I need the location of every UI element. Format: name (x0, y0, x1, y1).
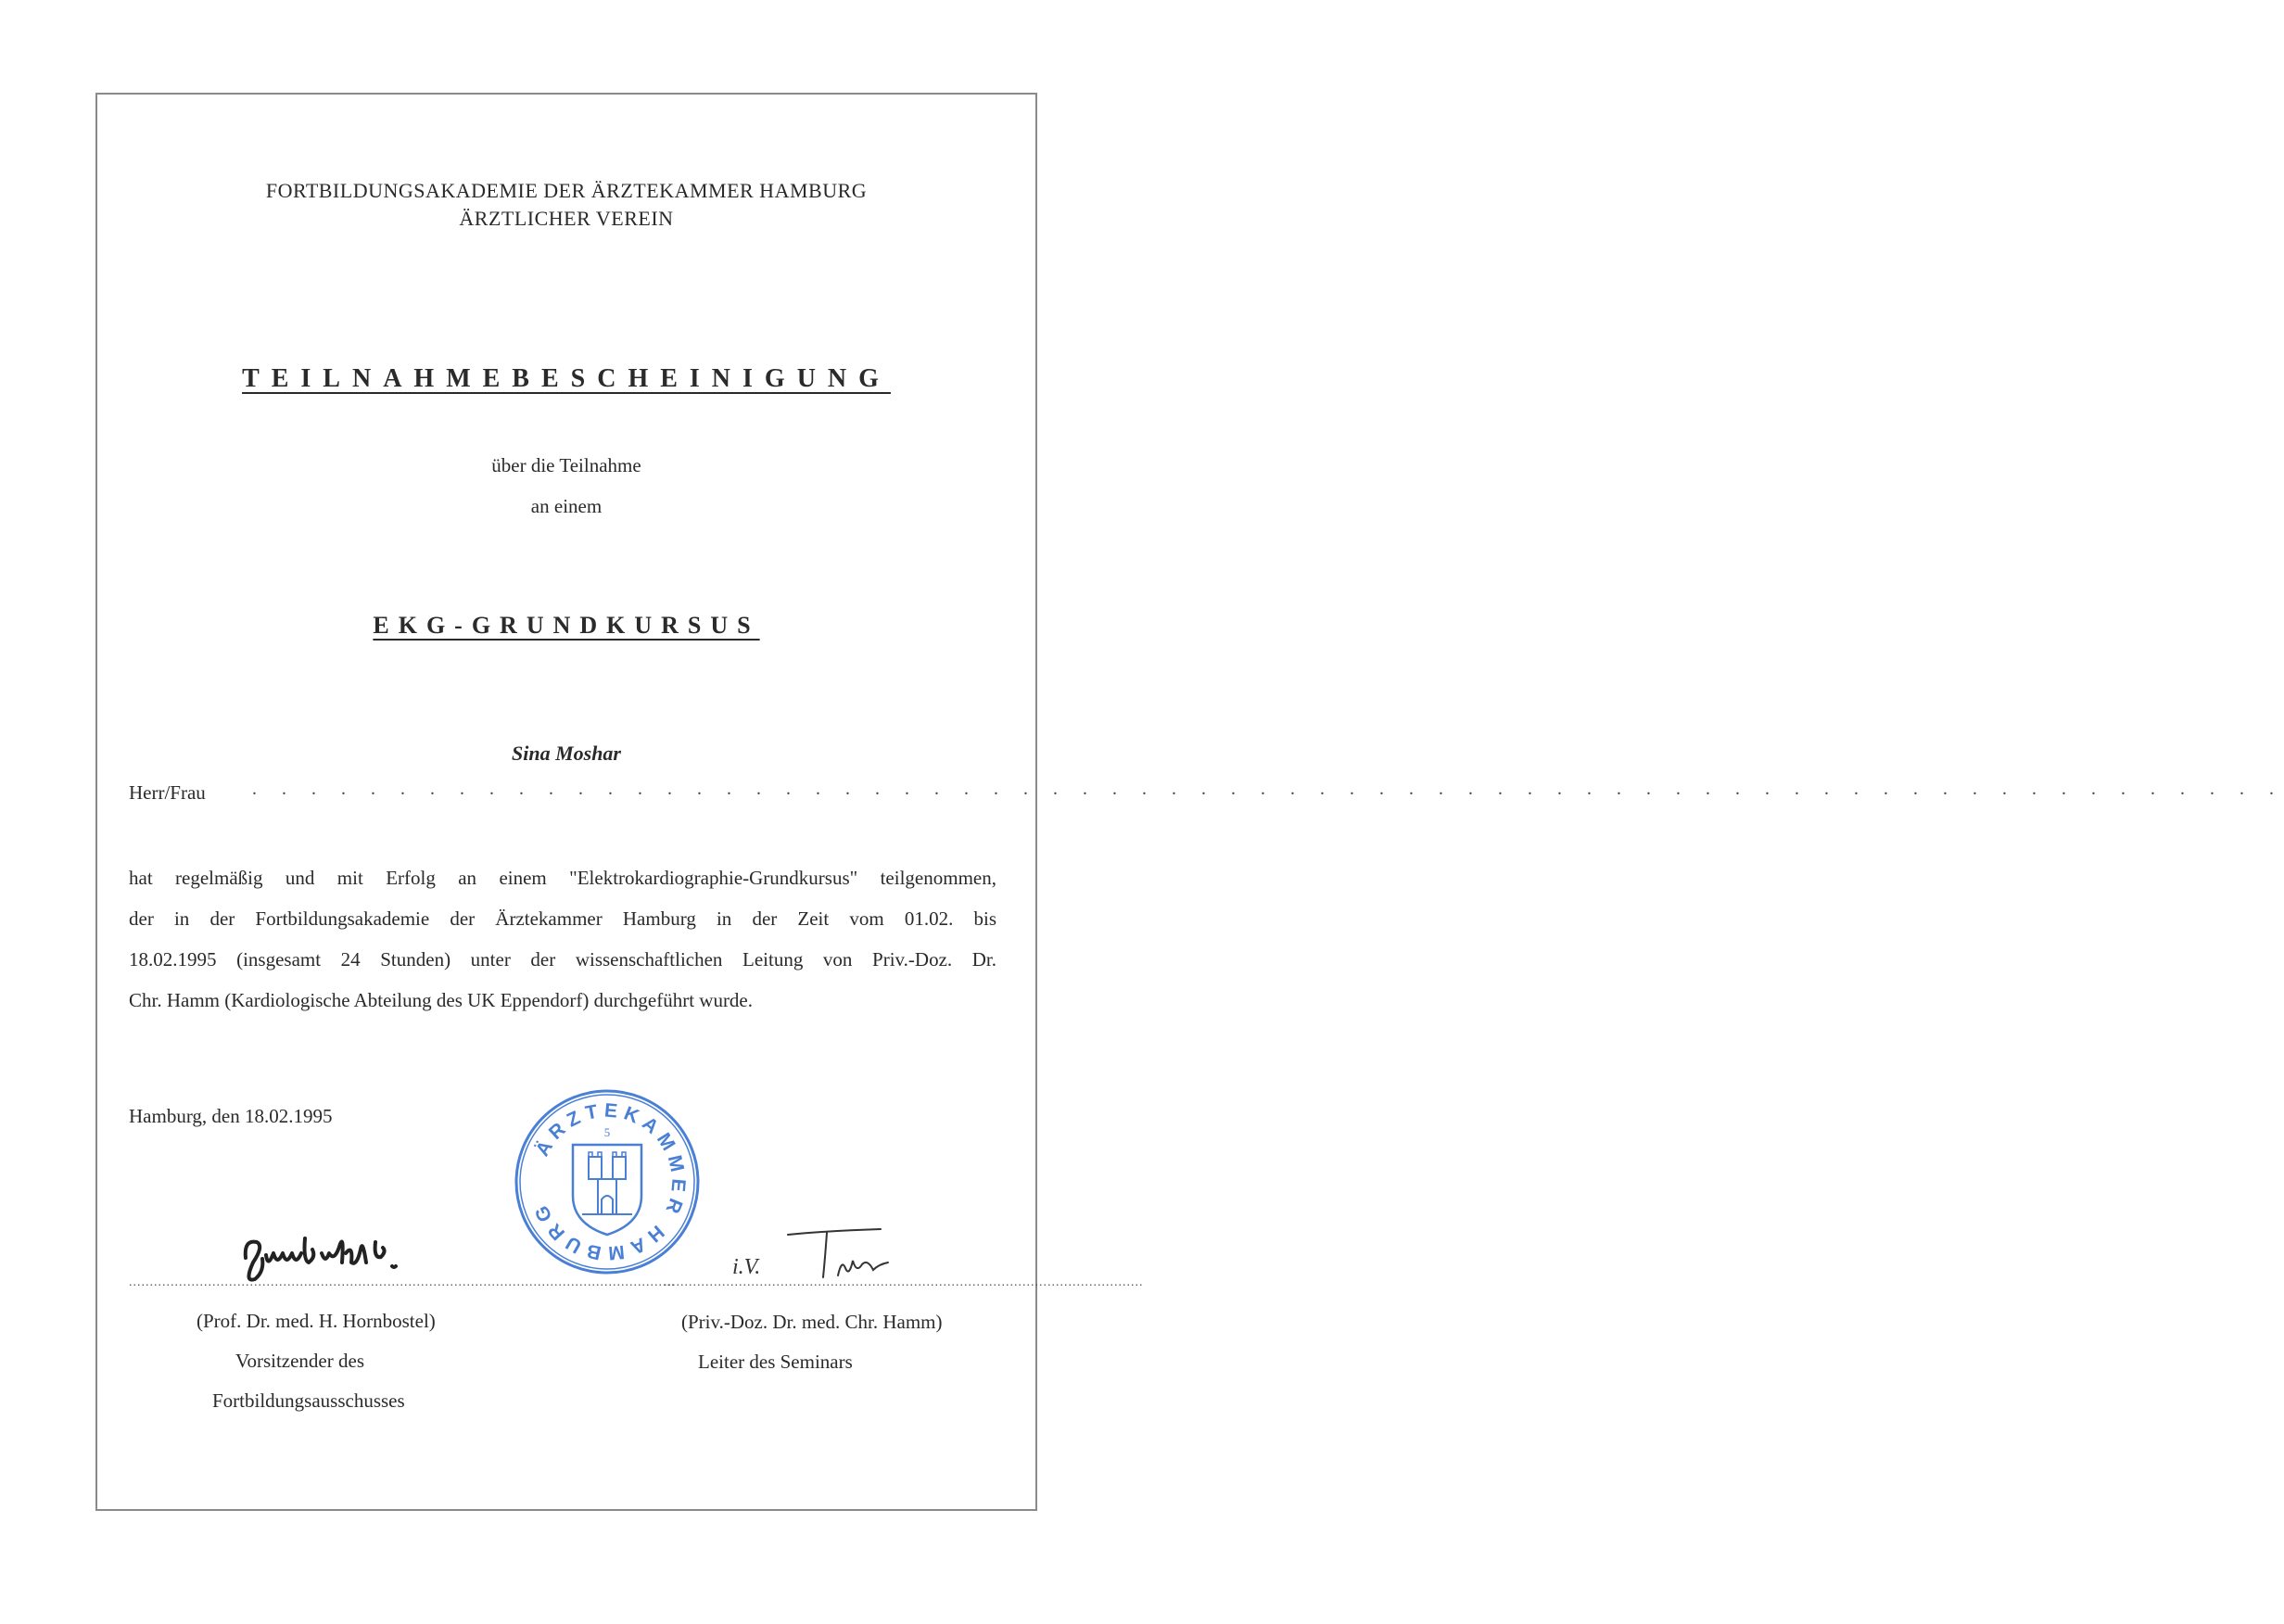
signature-prefix: i.V. (732, 1255, 761, 1279)
left-signatory-name: (Prof. Dr. med. H. Hornbostel) (197, 1310, 436, 1332)
stamp-text: ÄRZTEKAMMER HAMBURG (528, 1099, 690, 1264)
participant-name: Sina Moshar (511, 742, 621, 765)
participant-label: Herr/Frau (129, 781, 206, 804)
signature-line-right: ................................................................................................................... (664, 1275, 1144, 1289)
name-dotted-line: . . . . . . . . . . . . . . . . . . . . . . . . . . . . . . . . . . . . . . . . . . . . . . . . . . . . . . . . . . . . . . . . . . . . . (252, 779, 2284, 799)
certificate-frame (95, 93, 2284, 1511)
body-line-2: der in der Fortbildungsakademie der Ärztekammer Hamburg in der Zeit vom 01.02. bis (129, 907, 996, 930)
right-signatory-role: Leiter des Seminars (698, 1351, 853, 1373)
right-signatory-name: (Priv.-Doz. Dr. med. Chr. Hamm) (681, 1311, 943, 1333)
stamp-seal-icon (510, 1085, 704, 1279)
left-signatory-role-1: Vorsitzender des (235, 1350, 364, 1372)
body-line-3: 18.02.1995 (insgesamt 24 Stunden) unter der wissenschaftlichen Leitung von Priv.-Doz. Dr. (129, 948, 996, 971)
subtitle-line-2: an einem (530, 495, 603, 517)
place-date: Hamburg, den 18.02.1995 (129, 1105, 333, 1127)
issuer-line-2: ÄRZTLICHER VEREIN (459, 207, 674, 230)
body-line-4: Chr. Hamm (Kardiologische Abteilung des UK Eppendorf) durchgeführt wurde. (129, 989, 754, 1011)
course-title: EKG-GRUNDKURSUS (373, 612, 760, 639)
stamp-number: 5 (603, 1125, 611, 1139)
signature-line-left: ................................................................................................................................... (129, 1275, 676, 1289)
certificate-title: TEILNAHMEBESCHEINIGUNG (242, 364, 891, 393)
subtitle-line-1: über die Teilnahme (491, 454, 641, 476)
left-signatory-role-2: Fortbildungsausschusses (212, 1389, 405, 1412)
body-line-1: hat regelmäßig und mit Erfolg an einem "Elektrokardiographie-Grundkursus" teilgenommen, (129, 867, 996, 889)
issuer-line-1: FORTBILDUNGSAKADEMIE DER ÄRZTEKAMMER HAMBURG (265, 179, 868, 202)
